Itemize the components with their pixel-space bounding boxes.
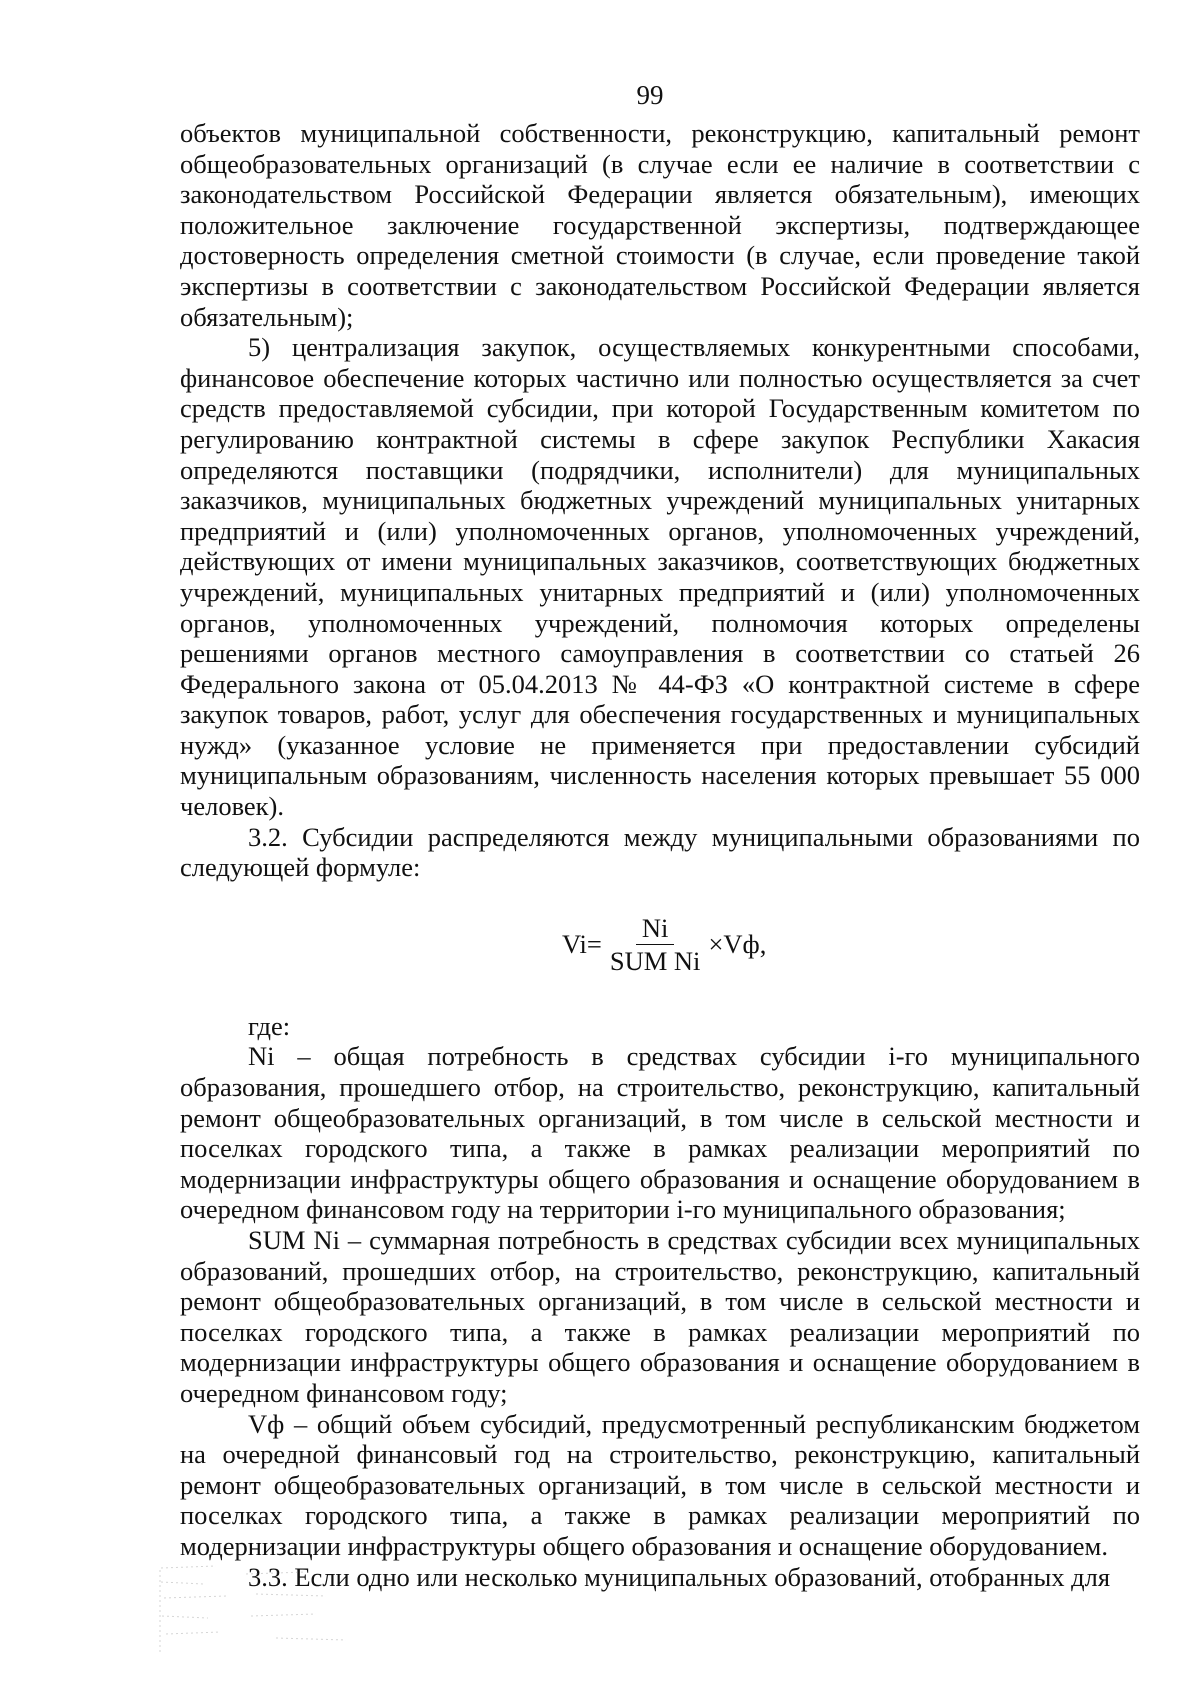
formula-rhs: ×Vф,	[708, 929, 767, 960]
formula-numerator: Ni	[636, 913, 675, 945]
distribution-formula	[562, 913, 766, 976]
faded-stamp-mark	[156, 1560, 366, 1660]
page-number: 99	[636, 80, 664, 110]
formula-lhs: Vi=	[562, 929, 602, 960]
formula-fraction	[604, 913, 707, 976]
paragraph-item-5: 5) централизация закупок, осуществляемых конкурентными способами, финансовое обеспечение которых частично или полностью осуществляется за счет средств предоставляемой субсидии, при которой Государственным комитетом по регулированию контрактной системы в сфере закупок Республики Хакасия определяются поставщики (подрядчики, исполнители) для муниципальных заказчиков, муниципальных бюджетных учреждений муниципальных унитарных предприятий и (или) уполномоченных органов, уполномоченных учреждений, действующих от имени муниципальных заказчиков, соответствующих бюджетных учреждений, муниципальных унитарных предприятий и (или) уполномоченных органов, уполномоченных учреждений, полномочия которых определены решениями органов местного самоуправления в соответствии со статьей 26 Федерального закона от 05.04.2013 № 44-ФЗ «О контрактной системе в сфере закупок товаров, работ, услуг для обеспечения государственных и муниципальных нужд» (указанное условие не применяется при предоставлении субсидий муниципальным образованиям, численность населения которых превышает 55 000 человек).	[180, 332, 1140, 822]
paragraph-3-3: 3.3. Если одно или несколько муниципальных образований, отобранных для	[248, 1561, 1111, 1592]
definition-vf: Vф – общий объем субсидий, предусмотренный республиканским бюджетом на очередной финансовый год на строительство, реконструкцию, капитальный ремонт общеобразовательных организаций, в том числе в сельской местности и поселках городского типа, а также в рамках реализации мероприятий по модернизации инфраструктуры общего образования и оснащение оборудованием.	[180, 1408, 1140, 1561]
definition-ni: Ni – общая потребность в средствах субсидии i-го муниципального образования, прошедшего отбор, на строительство, реконструкцию, капитальный ремонт общеобразовательных организаций, в том числе в сельской местности и поселках городского типа, а также в рамках реализации мероприятий по модернизации инфраструктуры общего образования и оснащение оборудованием в очередном финансовом году на территории i-го муниципального образования;	[180, 1041, 1140, 1225]
document-body	[180, 118, 1140, 1592]
paragraph-3-2: 3.2. Субсидии распределяются между муниципальными образованиями по следующей формуле:	[180, 821, 1140, 883]
where-label: где:	[248, 1010, 291, 1041]
paragraph-continuation: объектов муниципальной собственности, реконструкцию, капитальный ремонт общеобразовательных организаций (в случае если ее наличие в соответствии с законодательством Российской Федерации является обязательным), имеющих положительное заключение государственной экспертизы, подтверждающее достоверность определения сметной стоимости (в случае, если проведение такой экспертизы в соответствии с законодательством Российской Федерации является обязательным);	[180, 118, 1140, 332]
formula-denominator: SUM Ni	[609, 945, 701, 976]
formula-block	[180, 883, 1140, 1011]
definition-sum-ni: SUM Ni – суммарная потребность в средствах субсидии всех муниципальных образований, прошедших отбор, на строительство, реконструкцию, капитальный ремонт общеобразовательных организаций, в том числе в сельской местности и поселках городского типа, а также в рамках реализации мероприятий по модернизации инфраструктуры общего образования и оснащение оборудованием в очередном финансовом году;	[180, 1225, 1140, 1408]
